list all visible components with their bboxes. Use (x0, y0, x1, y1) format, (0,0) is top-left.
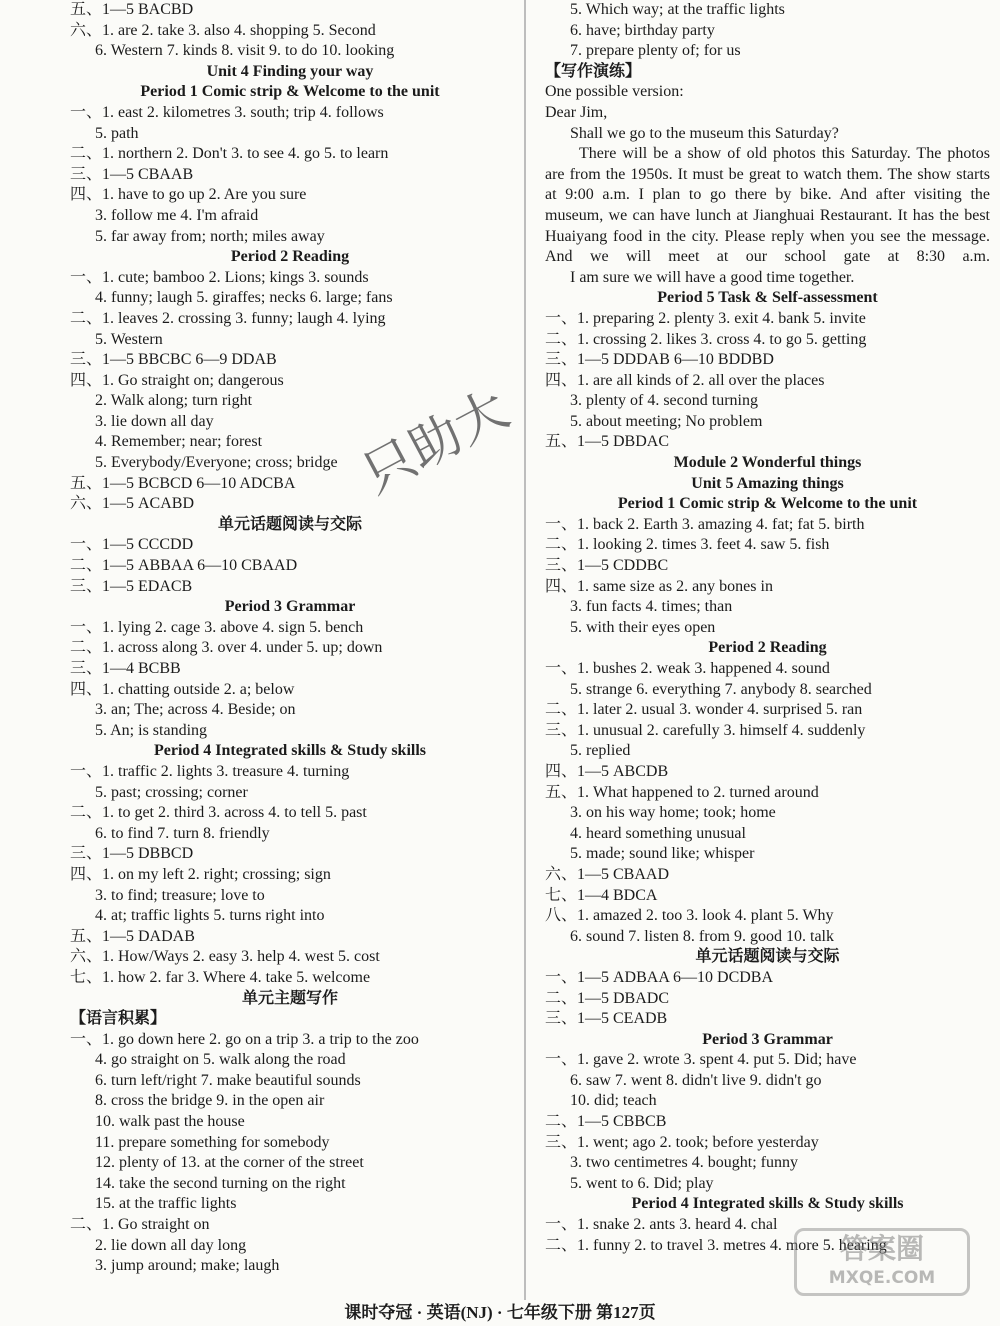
answer-line: 【语言积累】 (70, 1010, 167, 1028)
answer-line: 一、1. preparing 2. plenty 3. exit 4. bank 5. invite (545, 309, 866, 327)
answer-line: 四、1. on my left 2. right; crossing; sign (70, 865, 331, 883)
answer-line: 六、1—5 CBAAD (545, 865, 670, 883)
answer-line: One possible version: (545, 83, 684, 101)
right-top-lines (545, 0, 990, 144)
answer-line: 一、1. bushes 2. weak 3. happened 4. sound (545, 660, 830, 677)
answer-line: Period 3 Grammar (224, 598, 356, 616)
handwritten-scribble: 只助大 (352, 379, 519, 506)
answer-line: 3. lie down all day (95, 412, 214, 430)
answer-line: 5. Western (95, 330, 163, 348)
watermark-logo (794, 1228, 970, 1296)
answer-line: 5. about meeting; No problem (570, 412, 763, 430)
answer-line: 四、1—5 ABCDB (545, 762, 669, 780)
answer-line: 3. to find; treasure; love to (95, 886, 265, 904)
answer-line: Unit 4 Finding your way (206, 62, 374, 80)
answer-line: 七、1—4 BDCA (545, 886, 658, 904)
answer-line: 三、1—5 EDACB (70, 577, 193, 595)
right-column (545, 0, 990, 1256)
answer-line: 5. went to 6. Did; play (570, 1174, 714, 1192)
answer-line: 2. Walk along; turn right (95, 392, 253, 410)
answer-line: 三、1—5 BBCBC 6—9 DDAB (70, 351, 277, 369)
answer-line: 6. saw 7. went 8. didn't live 9. didn't go (570, 1071, 822, 1089)
answer-line: 10. walk past the house (95, 1113, 245, 1131)
right-bottom-lines (545, 268, 990, 1257)
answer-line: 5. past; crossing; corner (95, 783, 248, 801)
answer-line: 五、1. What happened to 2. turned around (545, 783, 819, 801)
answer-line: 一、1. back 2. Earth 3. amazing 4. fat; fat 5. birth (545, 515, 865, 533)
letter-paragraph: There will be a show of old photos this Saturday. The photos are from the 1950s. It must be great to watch them. The show starts at 9:00 a.m. I plan to go there by bike. And after visiting the museum, we can have lunch at Jianghuai Restaurant. It has the best Huaiyang food in the city. Please reply when you see the message. And we will meet at our school gate at 8:30 a.m. (545, 145, 990, 266)
answer-line: 单元话题阅读与交际 (217, 515, 362, 533)
answer-line: 一、1. go down here 2. go on a trip 3. a trip to the zoo (70, 1030, 419, 1048)
answer-line: 三、1—5 CEADB (545, 1010, 668, 1028)
answer-line: 一、1—5 ADBAA 6—10 DCDBA (545, 968, 774, 986)
answer-line: 6. turn left/right 7. make beautiful sounds (95, 1071, 361, 1089)
answer-line: 一、1—5 CCCDD (70, 536, 194, 554)
answer-line: 二、1. looking 2. times 3. feet 4. saw 5. fish (545, 536, 830, 554)
answer-line: 五、1—5 BCBCD 6—10 ADCBA (70, 474, 296, 492)
answer-line: 三、1. unusual 2. carefully 3. himself 4. suddenly (545, 721, 866, 739)
answer-line: 5. path (95, 124, 139, 142)
answer-line: 三、1—4 BCBB (70, 660, 181, 677)
answer-line: 三、1—5 CDDBC (545, 557, 669, 575)
answer-line: 8. cross the bridge 9. in the open air (95, 1092, 325, 1110)
answer-line: Dear Jim, (545, 103, 608, 121)
answer-line: 5. replied (570, 742, 631, 760)
answer-line: 5. Everybody/Everyone; cross; bridge (95, 454, 338, 472)
answer-line: 二、1. Go straight on (70, 1216, 210, 1234)
answer-line: 3. plenty of 4. second turning (570, 392, 758, 410)
answer-line: 2. lie down all day long (95, 1236, 247, 1254)
answer-line: 6. Western 7. kinds 8. visit 9. to do 10. looking (95, 42, 395, 60)
answer-line: 五、1—5 DADAB (70, 927, 195, 945)
answer-line: 3. follow me 4. I'm afraid (95, 206, 259, 224)
answer-line: 3. two centimetres 4. bought; funny (570, 1154, 798, 1172)
left-column (70, 0, 510, 1277)
answer-line: Period 4 Integrated skills & Study skills (153, 742, 427, 760)
answer-line: 4. go straight on 5. walk along the road (95, 1051, 346, 1069)
answer-line: 3. on his way home; took; home (570, 804, 776, 822)
answer-line: 六、1—5 ACABD (70, 495, 195, 513)
answer-line: 四、1. chatting outside 2. a; below (70, 680, 295, 698)
answer-line: 6. to find 7. turn 8. friendly (95, 824, 270, 842)
answer-line: 七、1. how 2. far 3. Where 4. take 5. welcome (70, 968, 371, 986)
answer-line: 4. Remember; near; forest (95, 433, 263, 451)
answer-line: Shall we go to the museum this Saturday? (570, 124, 839, 142)
answer-line: 【写作演练】 (545, 62, 642, 80)
answer-line: Period 1 Comic strip & Welcome to the unit (140, 83, 440, 101)
answer-line: 3. jump around; make; laugh (95, 1257, 280, 1275)
answer-line: 二、1. northern 2. Don't 3. to see 4. go 5. to learn (70, 145, 389, 163)
answer-line: 六、1. How/Ways 2. easy 3. help 4. west 5. cost (70, 948, 380, 966)
answer-line: 3. fun facts 4. times; than (570, 598, 733, 616)
answer-line: 二、1—5 DBADC (545, 989, 670, 1007)
answer-line: 三、1—5 DDDAB 6—10 BDDBD (545, 351, 774, 369)
answer-line: 5. Which way; at the traffic lights (570, 1, 785, 18)
answer-line: 五、1—5 DBDAC (545, 433, 670, 451)
answer-line: 11. prepare something for somebody (95, 1133, 330, 1151)
answer-line: Module 2 Wonderful things (673, 454, 862, 472)
answer-line: 5. strange 6. everything 7. anybody 8. searched (570, 680, 872, 698)
answer-line: 7. prepare plenty of; for us (570, 42, 741, 60)
answer-line: 二、1. leaves 2. crossing 3. funny; laugh 4. lying (70, 309, 386, 327)
answer-line: 单元主题写作 (241, 989, 338, 1007)
answer-line: 二、1—5 ABBAA 6—10 CBAAD (70, 557, 298, 575)
answer-line: 三、1. went; ago 2. took; before yesterday (545, 1133, 819, 1151)
answer-line: 4. funny; laugh 5. giraffes; necks 6. large; fans (95, 289, 393, 307)
answer-line: 5. An; is standing (95, 721, 208, 739)
answer-line: 5. with their eyes open (570, 618, 716, 636)
answer-line: 二、1. to get 2. third 3. across 4. to tell 5. past (70, 804, 367, 822)
answer-line: 15. at the traffic lights (95, 1195, 237, 1213)
answer-line: 四、1. same size as 2. any bones in (545, 577, 773, 595)
answer-line: 12. plenty of 13. at the corner of the street (95, 1154, 364, 1172)
answer-line: Period 1 Comic strip & Welcome to the unit (617, 495, 918, 513)
answer-line: 5. made; sound like; whisper (570, 845, 755, 863)
answer-line: 一、1. lying 2. cage 3. above 4. sign 5. bench (70, 618, 364, 636)
answer-line: 二、1—5 CBBCB (545, 1113, 667, 1131)
answer-line: Period 2 Reading (230, 248, 350, 266)
answer-line: Unit 5 Amazing things (691, 474, 844, 492)
answer-line: 14. take the second turning on the right (95, 1174, 346, 1192)
answer-line: 二、1. funny 2. to travel 3. metres 4. more 5. hearing (545, 1236, 887, 1254)
answer-line: 5. far away from; north; miles away (95, 227, 325, 245)
page-footer: 课时夺冠 · 英语(NJ) · 七年级下册 第127页 (344, 1303, 656, 1322)
answer-line: 10. did; teach (570, 1092, 657, 1110)
answer-line: 4. heard something unusual (570, 824, 746, 842)
answer-line: I am sure we will have a good time together. (570, 268, 855, 286)
answer-line: 单元话题阅读与交际 (695, 948, 840, 966)
watermark-title: 答案圈 (839, 1232, 924, 1265)
answer-line: Period 2 Reading (708, 639, 827, 657)
answer-line: 四、1. have to go up 2. Are you sure (70, 186, 307, 204)
answer-line: 六、1. are 2. take 3. also 4. shopping 5. Second (70, 21, 376, 39)
answer-line: 八、1. amazed 2. too 3. look 4. plant 5. Why (545, 907, 834, 925)
answer-line: 3. an; The; across 4. Beside; on (95, 701, 296, 719)
answer-line: 一、1. snake 2. ants 3. heard 4. chal (545, 1216, 778, 1234)
answer-line: 四、1. Go straight on; dangerous (70, 371, 284, 389)
answer-line: 一、1. gave 2. wrote 3. spent 4. put 5. Did; have (545, 1051, 857, 1069)
watermark-site: MXQE.COM (828, 1268, 936, 1288)
answer-line: 二、1. across along 3. over 4. under 5. up; down (70, 639, 383, 657)
answer-line: 三、1—5 DBBCD (70, 845, 194, 863)
answer-line: 4. at; traffic lights 5. turns right into (95, 907, 325, 925)
answer-line: 一、1. cute; bamboo 2. Lions; kings 3. sounds (70, 268, 369, 286)
column-divider (524, 0, 526, 1300)
answer-line: 五、1—5 BACBD (70, 1, 194, 18)
answer-line: 二、1. crossing 2. likes 3. cross 4. to go 5. getting (545, 330, 867, 348)
answer-line: 一、1. east 2. kilometres 3. south; trip 4. follows (70, 103, 384, 121)
answer-line: 6. sound 7. listen 8. from 9. good 10. talk (570, 927, 834, 945)
answer-line: 6. have; birthday party (570, 21, 715, 39)
answer-line: 四、1. are all kinds of 2. all over the places (545, 371, 825, 389)
answer-line: 三、1—5 CBAAB (70, 165, 194, 183)
answer-line: Period 5 Task & Self-assessment (657, 289, 878, 307)
answer-line: Period 4 Integrated skills & Study skills (631, 1195, 904, 1213)
answer-line: 二、1. later 2. usual 3. wonder 4. surprised 5. ran (545, 701, 863, 719)
answer-line: 一、1. traffic 2. lights 3. treasure 4. turning (70, 762, 350, 780)
answer-line: Period 3 Grammar (702, 1030, 833, 1048)
